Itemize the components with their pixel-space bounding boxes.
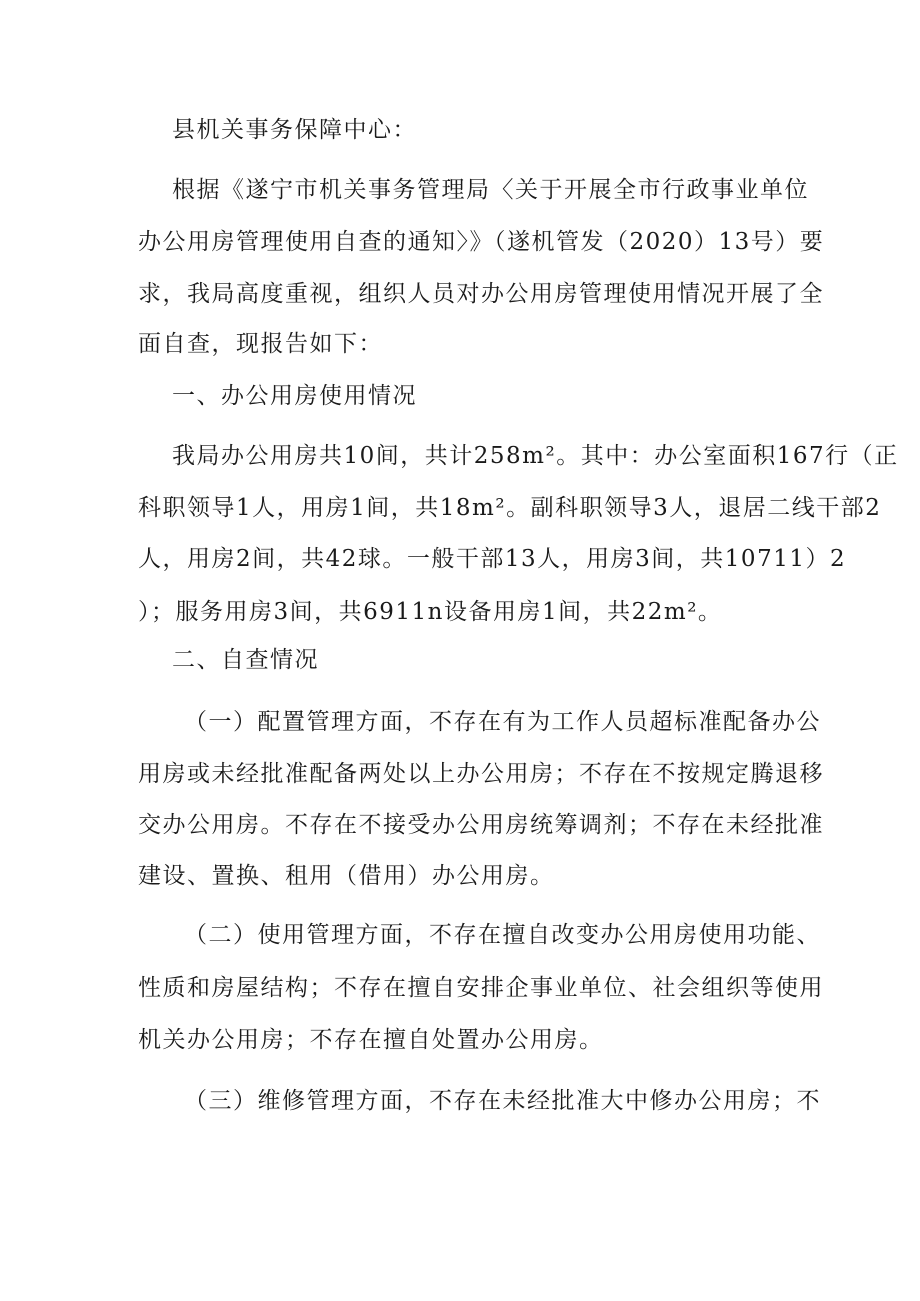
text-line: （二）使用管理方面，不存在擅自改变办公用房使用功能、 (184, 922, 821, 948)
text-line: 用房或未经批准配备两处以上办公用房；不存在不按规定腾退移 (138, 761, 824, 787)
text-line: 建设、置换、租用（借用）办公用房。 (138, 863, 555, 889)
text-line: 根据《遂宁市机关事务管理局〈关于开展全市行政事业单位 (172, 177, 809, 203)
text-line: 机关办公用房；不存在擅自处置办公用房。 (138, 1027, 604, 1053)
text-line: （一）配置管理方面，不存在有为工作人员超标准配备办公 (184, 709, 821, 735)
text-line: 办公用房管理使用自查的通知〉》（遂机管发（2020）13号）要 (138, 229, 825, 255)
salutation: 县机关事务保障中心： (172, 117, 417, 143)
section-heading: 二、自查情况 (172, 647, 319, 673)
text-line: 人，用房2间，共42球。一般干部13人，用房3间，共10711）2 (138, 546, 847, 572)
text-line: 交办公用房。不存在不接受办公用房统筹调剂；不存在未经批准 (138, 812, 824, 838)
section-heading: 一、办公用房使用情况 (172, 383, 417, 409)
text-line: 科职领导1人，用房1间，共18m²。副科职领导3人，退居二线干部2 (138, 495, 882, 521)
text-line: （三）维修管理方面，不存在未经批准大中修办公用房；不 (184, 1088, 821, 1114)
text-line: 我局办公用房共10间，共计258m²。其中：办公室面积167行（正 (172, 443, 899, 469)
text-line: ）；服务用房3间，共6911n设备用房1间，共22m²。 (138, 599, 723, 625)
text-line: 性质和房屋结构；不存在擅自安排企事业单位、社会组织等使用 (138, 975, 824, 1001)
text-line: 面自查，现报告如下： (138, 331, 383, 357)
text-line: 求，我局高度重视，组织人员对办公用房管理使用情况开展了全 (138, 281, 824, 307)
